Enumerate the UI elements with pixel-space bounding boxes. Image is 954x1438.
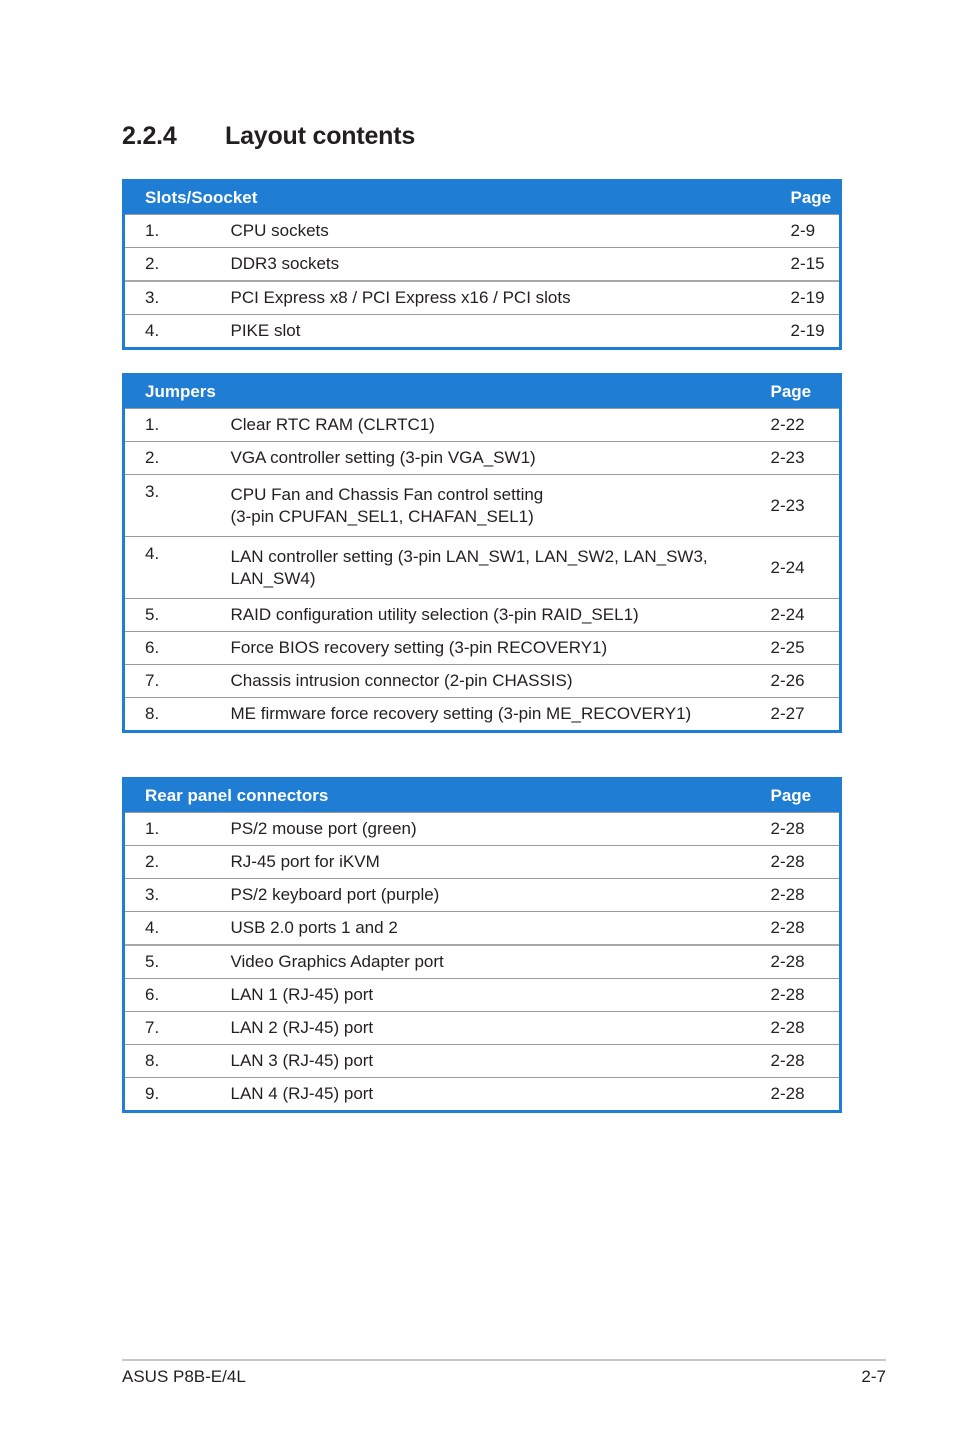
row-number: 7.	[124, 665, 231, 698]
row-description: LAN 4 (RJ-45) port	[231, 1078, 771, 1112]
table-row	[124, 1078, 841, 1112]
row-number: 5.	[124, 945, 231, 979]
footer-product-name: ASUS P8B-E/4L	[122, 1367, 246, 1386]
row-page: 2-28	[771, 813, 841, 846]
row-number: 4.	[124, 912, 231, 946]
row-number: 4.	[124, 315, 231, 349]
row-page: 2-23	[771, 442, 841, 475]
page-header: Page	[771, 779, 841, 813]
row-description-line2: (3-pin CPUFAN_SEL1, CHAFAN_SEL1)	[230, 506, 534, 526]
page-header: Page	[791, 181, 841, 215]
row-page: 2-28	[771, 1012, 841, 1045]
row-description: PCI Express x8 / PCI Express x16 / PCI slots	[231, 281, 791, 315]
table-row	[124, 409, 841, 442]
row-number: 3.	[124, 281, 231, 315]
table-row	[124, 475, 841, 537]
row-description: LAN 3 (RJ-45) port	[231, 1045, 771, 1078]
row-description: Chassis intrusion connector (2-pin CHASSIS)	[231, 665, 771, 698]
table-row	[124, 813, 841, 846]
table-row	[124, 315, 841, 349]
jumpers-header: Jumpers	[124, 375, 771, 409]
table-header-row	[124, 375, 841, 409]
table-row	[124, 879, 841, 912]
table-row	[124, 248, 841, 282]
table-row	[124, 442, 841, 475]
row-page: 2-28	[771, 1078, 841, 1112]
row-description: Force BIOS recovery setting (3-pin RECOVERY1)	[231, 632, 771, 665]
row-page: 2-28	[771, 879, 841, 912]
row-number: 4.	[124, 537, 231, 599]
row-description: ME firmware force recovery setting (3-pin ME_RECOVERY1)	[231, 698, 771, 732]
section-heading	[122, 119, 415, 153]
row-description: VGA controller setting (3-pin VGA_SW1)	[231, 442, 771, 475]
row-number: 3.	[124, 879, 231, 912]
jumpers-table	[122, 373, 842, 733]
table-row	[124, 945, 841, 979]
row-page: 2-28	[771, 912, 841, 946]
table-row	[124, 665, 841, 698]
row-description: LAN 1 (RJ-45) port	[231, 979, 771, 1012]
footer-divider	[122, 1359, 886, 1361]
row-description: DDR3 sockets	[231, 248, 791, 282]
table-row	[124, 215, 841, 248]
rear-header: Rear panel connectors	[124, 779, 771, 813]
row-page: 2-19	[791, 281, 841, 315]
table-row	[124, 281, 841, 315]
table-row	[124, 1012, 841, 1045]
row-number: 8.	[124, 1045, 231, 1078]
row-description: PS/2 mouse port (green)	[231, 813, 771, 846]
row-number: 7.	[124, 1012, 231, 1045]
row-number: 9.	[124, 1078, 231, 1112]
row-page: 2-28	[771, 1045, 841, 1078]
row-number: 8.	[124, 698, 231, 732]
row-page: 2-28	[771, 979, 841, 1012]
row-number: 1.	[124, 813, 231, 846]
row-page: 2-28	[771, 945, 841, 979]
row-number: 2.	[124, 248, 231, 282]
section-number: 2.2.4	[122, 122, 177, 150]
row-number: 5.	[124, 599, 231, 632]
row-page: 2-15	[791, 248, 841, 282]
rear-panel-table	[122, 777, 842, 1113]
row-page: 2-27	[771, 698, 841, 732]
page-header: Page	[771, 375, 841, 409]
row-page: 2-28	[771, 846, 841, 879]
row-description: Video Graphics Adapter port	[231, 945, 771, 979]
row-page: 2-24	[771, 599, 841, 632]
table-row	[124, 599, 841, 632]
row-description: Clear RTC RAM (CLRTC1)	[231, 409, 771, 442]
row-description: LAN controller setting (3-pin LAN_SW1, LAN_SW2, LAN_SW3, LAN_SW4)	[231, 537, 771, 599]
row-number: 6.	[124, 979, 231, 1012]
footer-page-number: 2-7	[861, 1367, 886, 1386]
table-row	[124, 698, 841, 732]
section-title: Layout contents	[225, 122, 416, 150]
row-number: 2.	[124, 442, 231, 475]
slots-header: Slots/Soocket	[124, 181, 791, 215]
row-number: 1.	[124, 215, 231, 248]
row-description-line1: CPU Fan and Chassis Fan control setting	[230, 484, 544, 504]
row-description: RJ-45 port for iKVM	[231, 846, 771, 879]
slots-table	[122, 179, 842, 350]
row-page: 2-19	[791, 315, 841, 349]
row-description: USB 2.0 ports 1 and 2	[231, 912, 771, 946]
row-description: PIKE slot	[231, 315, 791, 349]
table-row	[124, 537, 841, 599]
row-description: PS/2 keyboard port (purple)	[231, 879, 771, 912]
row-page: 2-23	[771, 475, 841, 537]
row-page: 2-24	[771, 537, 841, 599]
row-number: 3.	[124, 475, 231, 537]
table-header-row	[124, 181, 841, 215]
table-row	[124, 1045, 841, 1078]
row-page: 2-25	[771, 632, 841, 665]
row-number: 2.	[124, 846, 231, 879]
row-description: CPU sockets	[231, 215, 791, 248]
row-description	[231, 475, 771, 537]
table-row	[124, 846, 841, 879]
table-row	[124, 632, 841, 665]
table-row	[124, 979, 841, 1012]
row-page: 2-22	[771, 409, 841, 442]
table-row	[124, 912, 841, 946]
row-number: 6.	[124, 632, 231, 665]
row-page: 2-26	[771, 665, 841, 698]
row-number: 1.	[124, 409, 231, 442]
row-description: LAN 2 (RJ-45) port	[231, 1012, 771, 1045]
row-description: RAID configuration utility selection (3-pin RAID_SEL1)	[231, 599, 771, 632]
row-page: 2-9	[791, 215, 841, 248]
table-header-row	[124, 779, 841, 813]
